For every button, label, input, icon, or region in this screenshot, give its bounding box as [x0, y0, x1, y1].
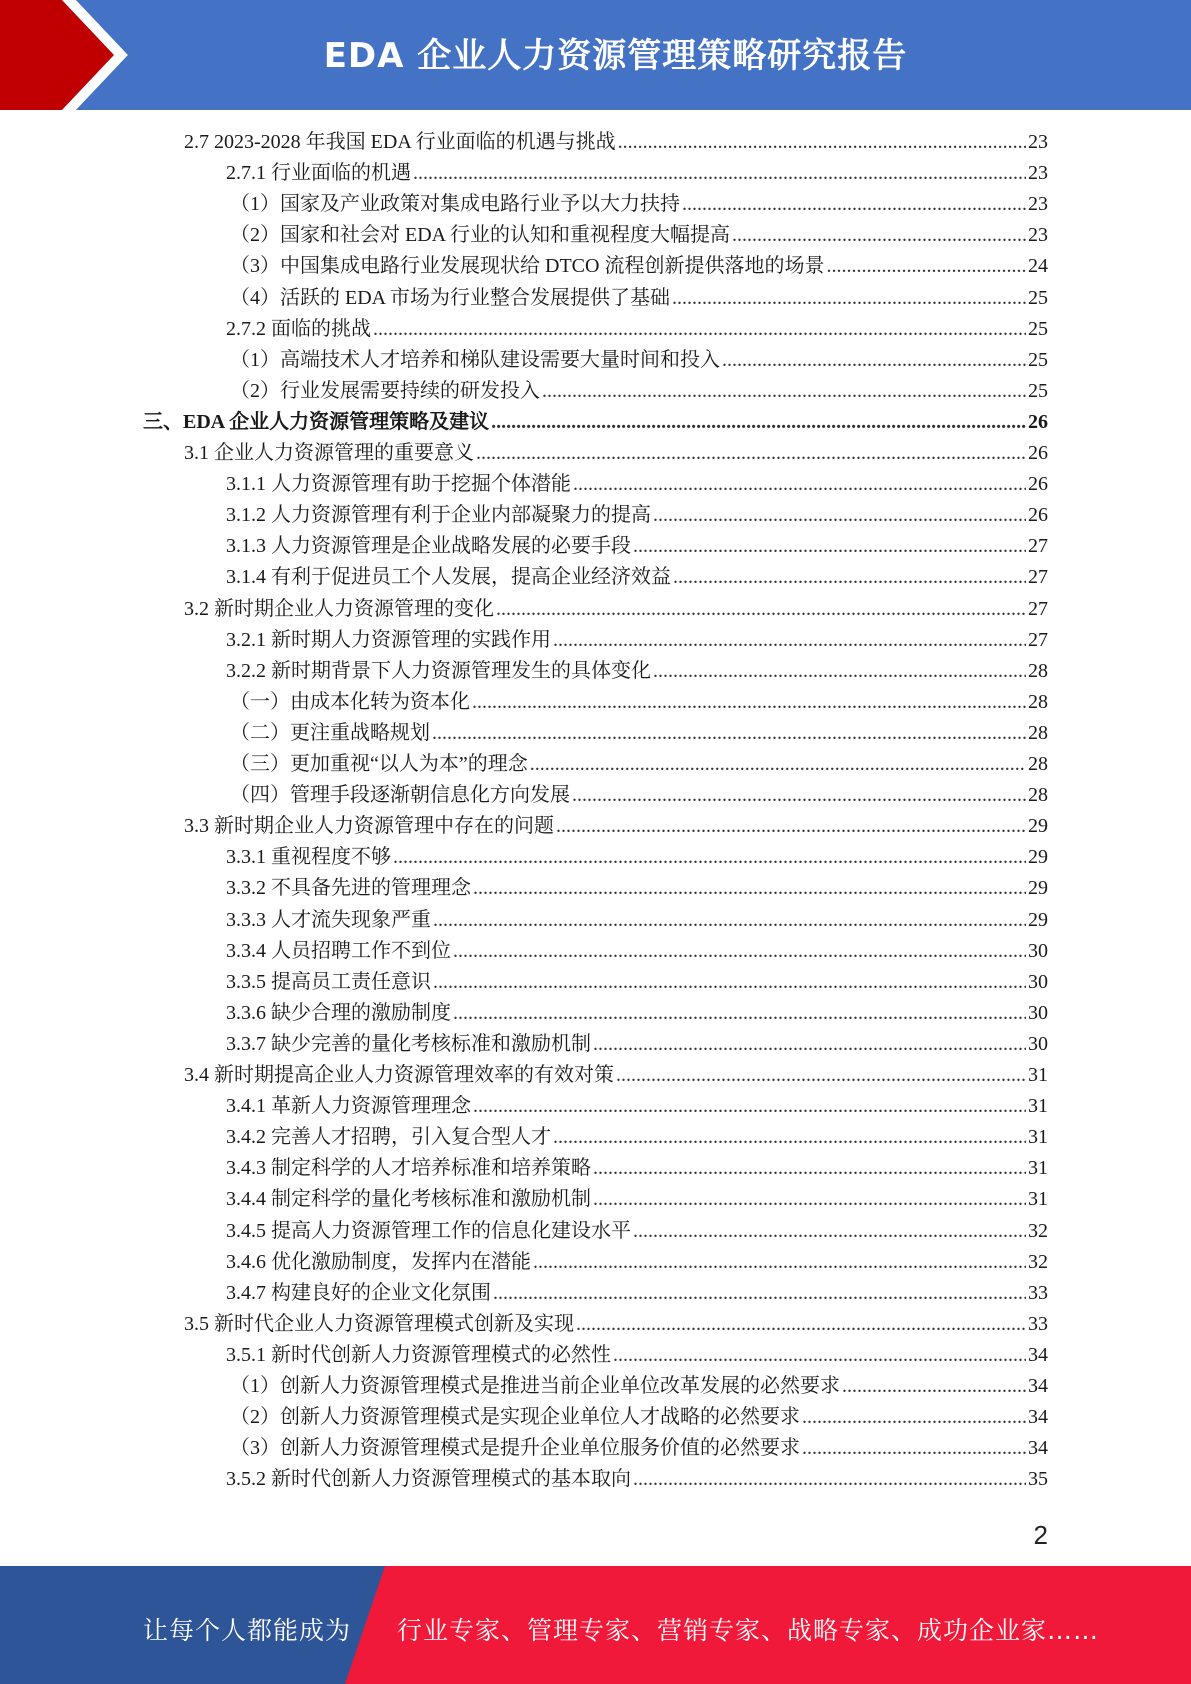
toc-entry-title: 3.3.7 缺少完善的量化考核标准和激励机制: [226, 1033, 591, 1055]
footer-slogan-roles: 行业专家、管理专家、营销专家、战略专家、成功企业家……: [397, 1616, 1100, 1645]
toc-dot-leader: [496, 594, 1026, 625]
toc-entry-title: （一）由成本化转为资本化: [230, 691, 470, 713]
toc-entry-title: 3.4.2 完善人才招聘，引入复合型人才: [226, 1126, 551, 1148]
toc-entry-page: 25: [1028, 318, 1048, 340]
toc-entry-page: 27: [1028, 598, 1048, 620]
toc-entry[interactable]: [226, 656, 1048, 687]
toc-entry[interactable]: [226, 1340, 1048, 1371]
toc-entry-title: 3.4.7 构建良好的企业文化氛围: [226, 1282, 491, 1304]
toc-entry-page: 32: [1028, 1251, 1048, 1273]
toc-dot-leader: [826, 251, 1026, 282]
toc-entry-title: 3.3.1 重视程度不够: [226, 846, 391, 868]
toc-dot-leader: [593, 1029, 1026, 1060]
toc-entry-title: 3.1.4 有利于促进员工个人发展，提高企业经济效益: [226, 566, 671, 588]
toc-dot-leader: [732, 220, 1026, 251]
toc-entry-page: 23: [1028, 162, 1048, 184]
toc-entry[interactable]: [226, 562, 1048, 593]
toc-entry[interactable]: [226, 998, 1048, 1029]
toc-entry[interactable]: [226, 1153, 1048, 1184]
toc-entry-title: 3.3.5 提高员工责任意识: [226, 971, 431, 993]
toc-entry[interactable]: [226, 873, 1048, 904]
toc-entry[interactable]: [226, 1278, 1048, 1309]
toc-entry[interactable]: [226, 1216, 1048, 1247]
toc-entry[interactable]: [226, 1464, 1048, 1495]
toc-entry-title: 3.5.1 新时代创新人力资源管理模式的必然性: [226, 1344, 611, 1366]
toc-entry-title: （二）更注重战略规划: [230, 722, 430, 744]
toc-dot-leader: [672, 283, 1026, 314]
toc-entry-page: 29: [1028, 846, 1048, 868]
page-number: 2: [1033, 1520, 1048, 1550]
toc-dot-leader: [802, 1402, 1026, 1433]
toc-dot-leader: [433, 967, 1026, 998]
toc-dot-leader: [432, 718, 1026, 749]
toc-dot-leader: [576, 1309, 1026, 1340]
toc-entry-title: （四）管理手段逐渐朝信息化方向发展: [230, 784, 570, 806]
toc-entry-page: 34: [1028, 1406, 1048, 1428]
toc-entry[interactable]: [230, 780, 1048, 811]
toc-entry-title: 3.4.6 优化激励制度，发挥内在潜能: [226, 1251, 531, 1273]
toc-entry[interactable]: [226, 1091, 1048, 1122]
toc-entry-page: 26: [1028, 411, 1048, 433]
toc-dot-leader: [553, 1122, 1026, 1153]
toc-entry-title: 3.3.2 不具备先进的管理理念: [226, 877, 471, 899]
toc-entry[interactable]: [230, 687, 1048, 718]
toc-entry[interactable]: [230, 220, 1048, 251]
toc-dot-leader: [842, 1371, 1026, 1402]
toc-entry-title: 3.4.5 提高人力资源管理工作的信息化建设水平: [226, 1220, 631, 1242]
toc-entry-page: 25: [1028, 287, 1048, 309]
toc-dot-leader: [556, 811, 1026, 842]
toc-entry-title: 3.4.1 革新人力资源管理理念: [226, 1095, 471, 1117]
toc-dot-leader: [476, 438, 1026, 469]
toc-entry-page: 30: [1028, 1033, 1048, 1055]
toc-entry[interactable]: [184, 1309, 1048, 1340]
toc-dot-leader: [533, 1247, 1026, 1278]
toc-dot-leader: [491, 407, 1026, 438]
toc-entry[interactable]: [184, 594, 1048, 625]
toc-entry[interactable]: [226, 1247, 1048, 1278]
toc-entry-title: 3.1.2 人力资源管理有利于企业内部凝聚力的提高: [226, 504, 651, 526]
toc-dot-leader: [542, 376, 1026, 407]
toc-entry-title: 3.3 新时期企业人力资源管理中存在的问题: [184, 815, 554, 837]
toc-dot-leader: [673, 562, 1026, 593]
toc-entry-title: 三、EDA 企业人力资源管理策略及建议: [143, 411, 490, 433]
toc-dot-leader: [682, 189, 1026, 220]
toc-entry-page: 35: [1028, 1468, 1048, 1490]
toc-entry-page: 31: [1028, 1188, 1048, 1210]
toc-entry[interactable]: [226, 1029, 1048, 1060]
toc-entry-page: 29: [1028, 815, 1048, 837]
toc-dot-leader: [633, 531, 1026, 562]
toc-entry[interactable]: [230, 1371, 1048, 1402]
toc-dot-leader: [802, 1433, 1026, 1464]
slogan-footer: [0, 1566, 1191, 1684]
toc-dot-leader: [473, 1091, 1026, 1122]
toc-entry[interactable]: [184, 127, 1048, 158]
toc-entry-title: 3.1.3 人力资源管理是企业战略发展的必要手段: [226, 535, 631, 557]
toc-entry[interactable]: [226, 531, 1048, 562]
toc-entry-title: 3.2 新时期企业人力资源管理的变化: [184, 598, 494, 620]
toc-entry[interactable]: [226, 1122, 1048, 1153]
toc-entry-page: 28: [1028, 691, 1048, 713]
toc-entry-page: 31: [1028, 1064, 1048, 1086]
toc-dot-leader: [653, 500, 1026, 531]
toc-entry-page: 26: [1028, 473, 1048, 495]
toc-entry[interactable]: [230, 376, 1048, 407]
toc-entry-page: 29: [1028, 877, 1048, 899]
toc-entry-page: 23: [1028, 193, 1048, 215]
toc-entry-page: 25: [1028, 380, 1048, 402]
toc-dot-leader: [393, 842, 1026, 873]
toc-dot-leader: [613, 1340, 1026, 1371]
toc-entry-page: 31: [1028, 1126, 1048, 1148]
toc-entry[interactable]: [226, 842, 1048, 873]
toc-entry-page: 34: [1028, 1437, 1048, 1459]
report-title: EDA 企业人力资源管理策略研究报告: [323, 36, 908, 76]
toc-dot-leader: [618, 127, 1026, 158]
toc-entry-title: 3.4.3 制定科学的人才培养标准和培养策略: [226, 1157, 591, 1179]
toc-entry-title: （3）创新人力资源管理模式是提升企业单位服务价值的必然要求: [230, 1437, 800, 1459]
toc-entry[interactable]: [226, 936, 1048, 967]
toc-dot-leader: [573, 469, 1026, 500]
toc-dot-leader: [593, 1184, 1026, 1215]
toc-entry[interactable]: [230, 718, 1048, 749]
toc-entry[interactable]: [226, 1184, 1048, 1215]
toc-entry[interactable]: [226, 158, 1048, 189]
toc-entry-page: 33: [1028, 1313, 1048, 1335]
toc-dot-leader: [722, 345, 1026, 376]
toc-entry[interactable]: [226, 314, 1048, 345]
toc-entry-title: 3.1 企业人力资源管理的重要意义: [184, 442, 474, 464]
toc-dot-leader: [553, 625, 1026, 656]
toc-entry-title: （1）国家及产业政策对集成电路行业予以大力扶持: [230, 193, 680, 215]
toc-entry-title: （2）国家和社会对 EDA 行业的认知和重视程度大幅提高: [230, 224, 730, 246]
toc-dot-leader: [616, 1060, 1026, 1091]
toc-entry-title: （3）中国集成电路行业发展现状给 DTCO 流程创新提供落地的场景: [230, 255, 825, 277]
toc-entry-title: 2.7.2 面临的挑战: [226, 318, 371, 340]
toc-entry-title: 3.2.1 新时期人力资源管理的实践作用: [226, 629, 551, 651]
toc-entry-page: 31: [1028, 1157, 1048, 1179]
toc-dot-leader: [572, 780, 1026, 811]
toc-entry-page: 34: [1028, 1344, 1048, 1366]
toc-dot-leader: [453, 998, 1026, 1029]
toc-entry-page: 27: [1028, 535, 1048, 557]
report-header: [0, 0, 1191, 110]
toc-entry[interactable]: [226, 905, 1048, 936]
toc-entry[interactable]: [184, 1060, 1048, 1091]
toc-dot-leader: [493, 1278, 1026, 1309]
toc-entry-page: 27: [1028, 629, 1048, 651]
toc-entry-page: 26: [1028, 442, 1048, 464]
toc-entry-title: 3.1.1 人力资源管理有助于挖掘个体潜能: [226, 473, 571, 495]
toc-dot-leader: [473, 873, 1026, 904]
footer-slogan-lead: 让每个人都能成为: [143, 1616, 352, 1645]
toc-entry[interactable]: [226, 500, 1048, 531]
toc-entry[interactable]: [230, 1433, 1048, 1464]
toc-entry-page: 30: [1028, 971, 1048, 993]
toc-entry-page: 33: [1028, 1282, 1048, 1304]
toc-entry[interactable]: [184, 811, 1048, 842]
toc-entry-page: 27: [1028, 566, 1048, 588]
toc-entry-title: （1）高端技术人才培养和梯队建设需要大量时间和投入: [230, 349, 720, 371]
toc-entry-title: （2）创新人力资源管理模式是实现企业单位人才战略的必然要求: [230, 1406, 800, 1428]
toc-dot-leader: [633, 1464, 1026, 1495]
toc-entry-page: 25: [1028, 349, 1048, 371]
toc-entry[interactable]: [230, 283, 1048, 314]
toc-entry-title: 3.5.2 新时代创新人力资源管理模式的基本取向: [226, 1468, 631, 1490]
toc-entry-title: 3.4 新时期提高企业人力资源管理效率的有效对策: [184, 1064, 614, 1086]
toc-dot-leader: [453, 936, 1026, 967]
toc-entry-page: 28: [1028, 722, 1048, 744]
toc-entry[interactable]: [143, 407, 1048, 438]
toc-dot-leader: [653, 656, 1026, 687]
toc-dot-leader: [593, 1153, 1026, 1184]
toc-dot-leader: [633, 1216, 1026, 1247]
toc-entry[interactable]: [226, 967, 1048, 998]
toc-entry-page: 28: [1028, 784, 1048, 806]
toc-entry-title: （2）行业发展需要持续的研发投入: [230, 380, 540, 402]
toc-entry[interactable]: [230, 1402, 1048, 1433]
toc-entry-title: （三）更加重视“以人为本”的理念: [230, 753, 528, 775]
toc-entry-page: 24: [1028, 255, 1048, 277]
toc-entry-page: 30: [1028, 1002, 1048, 1024]
toc-entry[interactable]: [230, 189, 1048, 220]
toc-entry-page: 23: [1028, 224, 1048, 246]
toc-entry-page: 30: [1028, 940, 1048, 962]
toc-dot-leader: [413, 158, 1026, 189]
toc-entry-title: 2.7 2023-2028 年我国 EDA 行业面临的机遇与挑战: [184, 131, 616, 153]
toc-entry-page: 26: [1028, 504, 1048, 526]
toc-entry-title: 3.2.2 新时期背景下人力资源管理发生的具体变化: [226, 660, 651, 682]
toc-entry-title: （1）创新人力资源管理模式是推进当前企业单位改革发展的必然要求: [230, 1375, 840, 1397]
toc-entry-page: 31: [1028, 1095, 1048, 1117]
toc-entry[interactable]: [226, 625, 1048, 656]
toc-entry-title: 3.4.4 制定科学的量化考核标准和激励机制: [226, 1188, 591, 1210]
toc-entry-title: 3.3.3 人才流失现象严重: [226, 909, 431, 931]
toc-dot-leader: [472, 687, 1026, 718]
toc-entry-page: 28: [1028, 753, 1048, 775]
toc-entry-page: 34: [1028, 1375, 1048, 1397]
toc-entry[interactable]: [230, 251, 1048, 282]
toc-entry-title: （4）活跃的 EDA 市场为行业整合发展提供了基础: [230, 287, 670, 309]
toc-entry-page: 28: [1028, 660, 1048, 682]
toc-entry[interactable]: [184, 438, 1048, 469]
toc-entry-title: 2.7.1 行业面临的机遇: [226, 162, 411, 184]
toc-dot-leader: [373, 314, 1026, 345]
toc-dot-leader: [433, 905, 1026, 936]
toc-entry-title: 3.3.6 缺少合理的激励制度: [226, 1002, 451, 1024]
toc-entry[interactable]: [230, 345, 1048, 376]
toc-entry[interactable]: [226, 469, 1048, 500]
toc-entry-page: 29: [1028, 909, 1048, 931]
toc-entry-page: 23: [1028, 131, 1048, 153]
toc-entry-title: 3.5 新时代企业人力资源管理模式创新及实现: [184, 1313, 574, 1335]
toc-entry-page: 32: [1028, 1220, 1048, 1242]
toc-entry-title: 3.3.4 人员招聘工作不到位: [226, 940, 451, 962]
toc-dot-leader: [530, 749, 1026, 780]
toc-entry[interactable]: [230, 749, 1048, 780]
